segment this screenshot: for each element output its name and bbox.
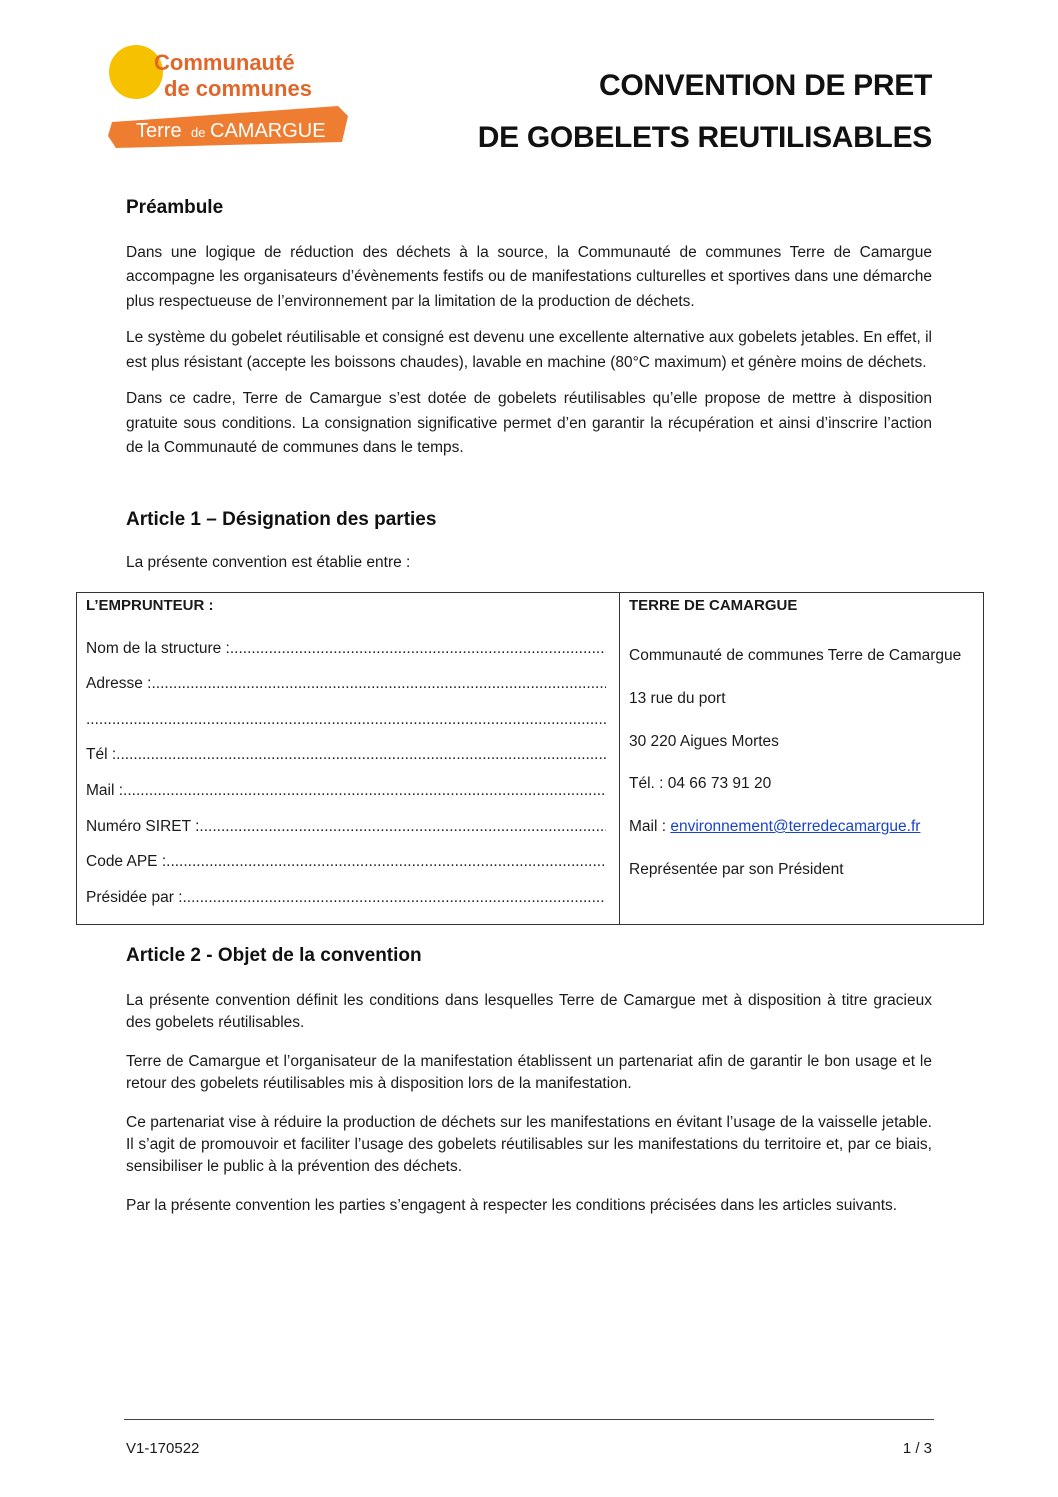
logo-line3-camargue: CAMARGUE [210, 120, 326, 142]
borrower-heading: L’EMPRUNTEUR : [86, 597, 214, 614]
title-line-1: CONVENTION DE PRET [599, 69, 932, 102]
field-label: Numéro SIRET : [86, 818, 200, 835]
preamble-paragraph: Le système du gobelet réutilisable et consigné est devenu une excellente alternative aux gobelets jetables. En effet, il est plus résistant (accepte les boissons chaudes), lavable en machine (80°C maximum) et génère moins de déchets. [126, 329, 932, 371]
lender-address: 13 rue du port [629, 690, 726, 707]
lender-heading: TERRE DE CAMARGUE [629, 597, 798, 614]
field-chaired-by[interactable] [86, 889, 606, 907]
logo-line1: Communauté [154, 50, 295, 75]
lender-representative: Représentée par son Président [629, 861, 844, 878]
logo-line3-de: de [191, 125, 206, 140]
field-label: Nom de la structure : [86, 640, 230, 657]
logo-line3-terre: Terre [136, 120, 182, 142]
lender-phone: Tél. : 04 66 73 91 20 [629, 775, 772, 792]
field-phone[interactable] [86, 746, 606, 764]
field-address[interactable] [86, 675, 606, 693]
logo-line2: de communes [164, 76, 312, 101]
field-label: Tél : [86, 746, 117, 763]
fill-line [123, 782, 606, 800]
footer-page-number: 1 / 3 [902, 1440, 932, 1457]
article2-paragraph: La présente convention définit les conditions dans lesquelles Terre de Camargue met à disposition à titre gracieux des gobelets réutilisables. [126, 992, 932, 1031]
field-label: Présidée par : [86, 889, 183, 906]
article2-paragraph: Terre de Camargue et l’organisateur de la manifestation établissent un partenariat afin de garantir le bon usage et le retour des gobelets réutilisables mis à disposition lors de la manifestation. [126, 1053, 932, 1092]
lender-cell [620, 593, 984, 925]
fill-line [151, 675, 606, 693]
preamble-paragraph: Dans ce cadre, Terre de Camargue s’est dotée de gobelets réutilisables qu’elle propose de mettre à disposition gratuite sous conditions. La consignation significative permet d’en garantir la récupération et ainsi d’inscrire l’action de la Communauté de communes dans le temps. [126, 390, 932, 456]
lender-city: 30 220 Aigues Mortes [629, 733, 779, 750]
field-address-continued[interactable] [86, 711, 606, 729]
field-label: Adresse : [86, 675, 152, 692]
document-title [478, 60, 932, 164]
title-line-2: DE GOBELETS REUTILISABLES [477, 121, 932, 154]
fill-line [183, 889, 607, 907]
field-label: Code APE : [86, 853, 167, 870]
article2-heading: Article 2 - Objet de la convention [126, 945, 422, 966]
lender-name: Communauté de communes Terre de Camargue [629, 647, 962, 664]
article1-heading: Article 1 – Désignation des parties [126, 509, 437, 530]
field-structure-name[interactable] [86, 640, 606, 658]
parties-table [76, 592, 984, 925]
lender-mail-link[interactable]: environnement@terredecamargue.fr [670, 818, 921, 835]
article2-paragraph: Ce partenariat vise à réduire la production de déchets sur les manifestations en évitant l’usage de la vaisselle jetable. Il s’agit de promouvoir et faciliter l’usage des gobelets réutilisables sur les manifestations du territoire et, par ce biais, sensibiliser le public à la prévention des déchets. [126, 1114, 932, 1175]
borrower-cell [77, 593, 620, 925]
field-siret[interactable] [86, 818, 606, 836]
preamble-section [126, 196, 932, 473]
fill-line [116, 746, 606, 764]
article1-section [126, 508, 932, 575]
fill-line [199, 818, 606, 836]
field-ape-code[interactable] [86, 853, 606, 871]
preamble-heading: Préambule [126, 197, 224, 218]
fill-line [230, 640, 606, 658]
fill-line [86, 711, 606, 729]
logo-graphic [102, 44, 354, 152]
footer-version: V1-170522 [126, 1440, 200, 1457]
article2-paragraph: Par la présente convention les parties s’engagent à respecter les conditions précisées dans les articles suivants. [126, 1197, 898, 1214]
fill-line [166, 853, 606, 871]
lender-mail-label: Mail : [629, 818, 671, 835]
logo [102, 44, 354, 152]
lender-mail [629, 818, 920, 836]
field-mail[interactable] [86, 782, 606, 800]
preamble-paragraph: Dans une logique de réduction des déchets à la source, la Communauté de communes Terre de Camargue accompagne les organisateurs d’évènements festifs ou de manifestations culturelles et sportives dans une démarche plus respectueuse de l’environnement par la limitation de la production de déchets. [126, 243, 932, 310]
article2-section [126, 944, 932, 1234]
footer-divider [124, 1419, 934, 1420]
article1-intro: La présente convention est établie entre : [126, 553, 411, 571]
field-label: Mail : [86, 782, 124, 799]
